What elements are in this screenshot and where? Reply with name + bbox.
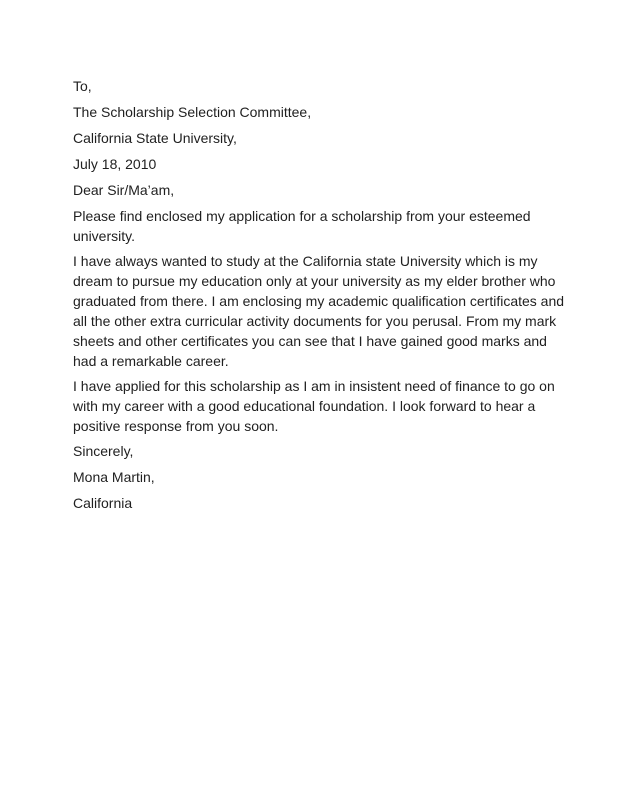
signature-name: Mona Martin, [73, 469, 155, 485]
closing: Sincerely, [73, 443, 134, 459]
paragraph: I have applied for this scholarship as I am in insistent need of finance to go on with my career with a good educational foundation. I look forward to hear a positive response from you soon. [73, 378, 555, 434]
recipient-line: The Scholarship Selection Committee, [73, 104, 312, 120]
recipient-line: To, [73, 78, 92, 94]
signature-location: California [73, 495, 133, 511]
paragraph: I have always wanted to study at the California state University which is my dream to pursue my education only at your university as my elder brother who graduated from there. I am enclosing my academic qualification certificates and all the other extra curricular activity documents for you perusal. From my mark sheets and other certificates you can see that I have gained good marks and had a remarkable career. [73, 253, 565, 369]
salutation: Dear Sir/Ma’am, [73, 182, 175, 198]
paragraph: Please find enclosed my application for a scholarship from your esteemed university. [73, 208, 531, 244]
recipient-line: California State University, [73, 130, 237, 146]
date-line: July 18, 2010 [73, 156, 157, 172]
letter-body [73, 76, 570, 519]
